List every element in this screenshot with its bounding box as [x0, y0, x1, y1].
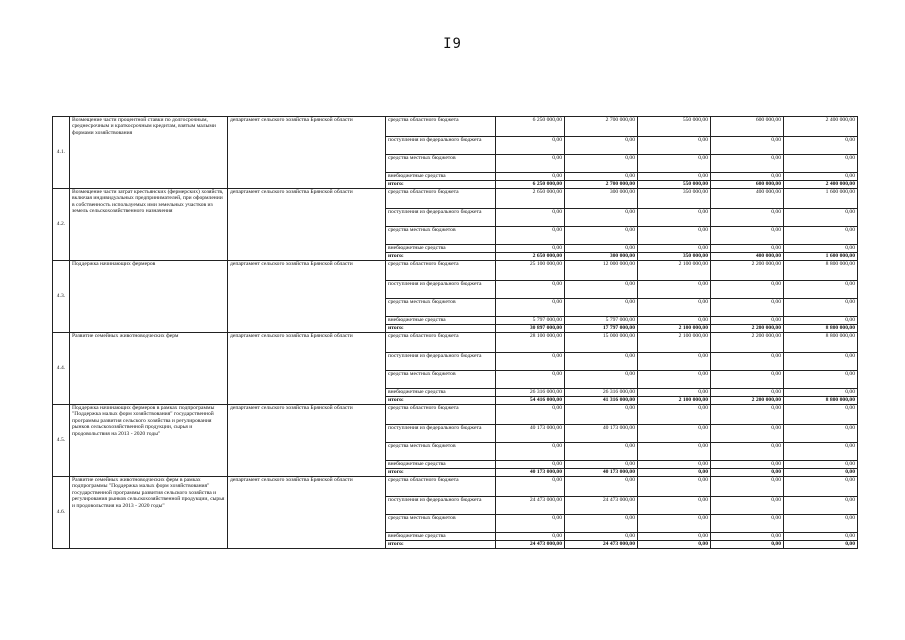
funding-source: средства местных бюджетов [386, 227, 496, 245]
funding-source: средства областного бюджета [386, 477, 496, 497]
amount-cell: 0,00 [565, 281, 638, 299]
amount-cell: 0,00 [784, 497, 858, 515]
amount-cell: 0,00 [784, 353, 858, 371]
funding-source: средства местных бюджетов [386, 515, 496, 533]
measure-name: Развитие семейных животноводческих ферм в рамках подпрограммы "Поддержка малых форм хозяйствования" государственной программы развития сельского хозяйства и регулирования рынков сельскохозяйственной продукции, сырья и продовольствия на 2013 - 2020 годы" [70, 477, 228, 549]
measure-name: Развитие семейных животноводческих ферм [70, 333, 228, 405]
amount-cell: 0,00 [496, 173, 565, 181]
amount-cell: 0,00 [638, 299, 711, 317]
amount-cell: 2 700 000,00 [565, 181, 638, 189]
funding-source: средства местных бюджетов [386, 443, 496, 461]
amount-cell: 0,00 [638, 533, 711, 541]
amount-cell: 2 700 000,00 [565, 117, 638, 137]
amount-cell: 2 200 000,00 [711, 261, 784, 281]
funding-source: внебюджетные средства [386, 461, 496, 469]
amount-cell: 8 800 000,00 [784, 261, 858, 281]
funding-source: средства местных бюджетов [386, 299, 496, 317]
funding-source: внебюджетные средства [386, 245, 496, 253]
executor: департамент сельского хозяйства Брянской области [228, 117, 386, 189]
amount-cell: 0,00 [784, 477, 858, 497]
amount-cell: 0,00 [565, 209, 638, 227]
amount-cell: 400 000,00 [711, 189, 784, 209]
amount-cell: 0,00 [496, 405, 565, 425]
amount-cell: 0,00 [638, 443, 711, 461]
amount-cell: 0,00 [638, 425, 711, 443]
amount-cell: 40 173 000,00 [565, 425, 638, 443]
measure-name: Поддержка начинающих фермеров в рамках подпрограммы "Поддержка малых форм хозяйствования" государственной программы развития сельского хозяйства и регулирования рынков сельскохозяйственной продукции, сырья и продовольствия на 2013 - 2020 годы" [70, 405, 228, 477]
amount-cell: 8 800 000,00 [784, 397, 858, 405]
amount-cell: 0,00 [565, 443, 638, 461]
amount-cell: 0,00 [784, 405, 858, 425]
amount-cell: 0,00 [565, 515, 638, 533]
amount-cell: 24 473 000,00 [565, 541, 638, 549]
amount-cell: 0,00 [711, 281, 784, 299]
amount-cell: 0,00 [711, 389, 784, 397]
amount-cell: 17 797 000,00 [565, 325, 638, 333]
amount-cell: 0,00 [565, 533, 638, 541]
amount-cell: 0,00 [711, 541, 784, 549]
amount-cell: 2 100 000,00 [638, 325, 711, 333]
amount-cell: 0,00 [565, 371, 638, 389]
amount-cell: 0,00 [711, 515, 784, 533]
amount-cell: 0,00 [565, 299, 638, 317]
funding-source: поступления из федерального бюджета [386, 137, 496, 155]
amount-cell: 5 797 000,00 [565, 317, 638, 325]
amount-cell: 0,00 [784, 533, 858, 541]
table-row [53, 405, 858, 425]
funding-source: итого: [386, 325, 496, 333]
amount-cell: 0,00 [711, 209, 784, 227]
page-number: I9 [443, 36, 462, 52]
amount-cell: 0,00 [711, 461, 784, 469]
amount-cell: 41 316 000,00 [565, 397, 638, 405]
funding-source: внебюджетные средства [386, 173, 496, 181]
amount-cell: 0,00 [565, 245, 638, 253]
amount-cell: 40 173 000,00 [565, 469, 638, 477]
amount-cell: 0,00 [638, 497, 711, 515]
amount-cell: 2 200 000,00 [711, 397, 784, 405]
amount-cell: 30 897 000,00 [496, 325, 565, 333]
measure-name: Поддержка начинающих фермеров [70, 261, 228, 333]
amount-cell: 0,00 [784, 371, 858, 389]
funding-source: средства областного бюджета [386, 333, 496, 353]
table-row [53, 189, 858, 209]
executor: департамент сельского хозяйства Брянской области [228, 261, 386, 333]
funding-source: средства областного бюджета [386, 261, 496, 281]
amount-cell: 6 250 000,00 [496, 181, 565, 189]
amount-cell: 600 000,00 [711, 117, 784, 137]
amount-cell: 0,00 [711, 173, 784, 181]
section-number: 4.2. [53, 189, 70, 261]
amount-cell: 0,00 [711, 299, 784, 317]
amount-cell: 0,00 [496, 155, 565, 173]
amount-cell: 2 100 000,00 [638, 333, 711, 353]
amount-cell: 0,00 [784, 137, 858, 155]
executor: департамент сельского хозяйства Брянской области [228, 477, 386, 549]
section-number: 4.6. [53, 477, 70, 549]
amount-cell: 0,00 [711, 425, 784, 443]
amount-cell: 0,00 [711, 497, 784, 515]
funding-source: внебюджетные средства [386, 389, 496, 397]
amount-cell: 0,00 [784, 227, 858, 245]
amount-cell: 0,00 [784, 541, 858, 549]
amount-cell: 0,00 [565, 353, 638, 371]
amount-cell: 26 316 000,00 [496, 389, 565, 397]
amount-cell: 550 000,00 [638, 117, 711, 137]
amount-cell: 0,00 [496, 461, 565, 469]
amount-cell: 0,00 [784, 469, 858, 477]
measure-name: Возмещение части процентной ставки по долгосрочным, среднесрочным и краткосрочным кредитам, взятым малыми формами хозяйствования [70, 117, 228, 189]
amount-cell: 0,00 [496, 353, 565, 371]
amount-cell: 24 473 000,00 [496, 541, 565, 549]
amount-cell: 0,00 [711, 405, 784, 425]
amount-cell: 0,00 [638, 209, 711, 227]
funding-source: итого: [386, 397, 496, 405]
table-row [53, 477, 858, 497]
amount-cell: 2 200 000,00 [711, 333, 784, 353]
amount-cell: 0,00 [711, 155, 784, 173]
amount-cell: 0,00 [638, 405, 711, 425]
measure-name: Возмещение части затрат крестьянских (фермерских) хозяйств, включая индивидуальных предпринимателей, при оформлении в собственность используемых ими земельных участков из земель сельскохозяйственного назначения [70, 189, 228, 261]
amount-cell: 0,00 [565, 477, 638, 497]
amount-cell: 0,00 [711, 353, 784, 371]
amount-cell: 0,00 [496, 281, 565, 299]
amount-cell: 0,00 [565, 461, 638, 469]
budget-table [52, 116, 858, 549]
amount-cell: 300 000,00 [565, 189, 638, 209]
amount-cell: 0,00 [638, 317, 711, 325]
amount-cell: 0,00 [784, 515, 858, 533]
amount-cell: 0,00 [711, 245, 784, 253]
amount-cell: 0,00 [496, 137, 565, 155]
amount-cell: 12 000 000,00 [565, 261, 638, 281]
amount-cell: 0,00 [496, 477, 565, 497]
amount-cell: 0,00 [496, 227, 565, 245]
amount-cell: 2 400 000,00 [784, 117, 858, 137]
amount-cell: 0,00 [638, 353, 711, 371]
amount-cell: 0,00 [784, 245, 858, 253]
amount-cell: 0,00 [711, 533, 784, 541]
amount-cell: 0,00 [711, 137, 784, 155]
amount-cell: 54 416 000,00 [496, 397, 565, 405]
funding-source: поступления из федерального бюджета [386, 209, 496, 227]
amount-cell: 0,00 [711, 477, 784, 497]
section-number: 4.4. [53, 333, 70, 405]
amount-cell: 0,00 [496, 209, 565, 227]
amount-cell: 0,00 [784, 299, 858, 317]
funding-source: поступления из федерального бюджета [386, 497, 496, 515]
section-number: 4.1. [53, 117, 70, 189]
amount-cell: 0,00 [496, 371, 565, 389]
amount-cell: 0,00 [496, 299, 565, 317]
amount-cell: 0,00 [784, 317, 858, 325]
funding-source: итого: [386, 469, 496, 477]
table-body [53, 117, 858, 549]
amount-cell: 2 400 000,00 [784, 181, 858, 189]
table-row [53, 261, 858, 281]
amount-cell: 0,00 [711, 443, 784, 461]
amount-cell: 0,00 [638, 173, 711, 181]
amount-cell: 0,00 [784, 173, 858, 181]
amount-cell: 0,00 [711, 317, 784, 325]
amount-cell: 24 473 000,00 [496, 497, 565, 515]
amount-cell: 0,00 [784, 389, 858, 397]
funding-source: поступления из федерального бюджета [386, 281, 496, 299]
amount-cell: 8 800 000,00 [784, 325, 858, 333]
amount-cell: 0,00 [711, 227, 784, 245]
amount-cell: 0,00 [565, 137, 638, 155]
amount-cell: 0,00 [638, 515, 711, 533]
amount-cell: 0,00 [565, 405, 638, 425]
funding-source: средства местных бюджетов [386, 155, 496, 173]
amount-cell: 400 000,00 [711, 253, 784, 261]
amount-cell: 0,00 [784, 209, 858, 227]
funding-source: поступления из федерального бюджета [386, 425, 496, 443]
amount-cell: 0,00 [638, 137, 711, 155]
amount-cell: 0,00 [565, 155, 638, 173]
funding-source: внебюджетные средства [386, 317, 496, 325]
amount-cell: 0,00 [711, 469, 784, 477]
amount-cell: 300 000,00 [565, 253, 638, 261]
amount-cell: 0,00 [565, 173, 638, 181]
funding-source: итого: [386, 181, 496, 189]
amount-cell: 0,00 [496, 533, 565, 541]
amount-cell: 0,00 [565, 227, 638, 245]
amount-cell: 0,00 [638, 371, 711, 389]
table-row [53, 117, 858, 137]
amount-cell: 350 000,00 [638, 253, 711, 261]
amount-cell: 5 797 000,00 [496, 317, 565, 325]
amount-cell: 550 000,00 [638, 181, 711, 189]
amount-cell: 0,00 [784, 281, 858, 299]
amount-cell: 0,00 [496, 443, 565, 461]
executor: департамент сельского хозяйства Брянской области [228, 405, 386, 477]
amount-cell: 0,00 [638, 389, 711, 397]
table-row [53, 333, 858, 353]
amount-cell: 40 173 000,00 [496, 425, 565, 443]
funding-source: средства областного бюджета [386, 189, 496, 209]
amount-cell: 0,00 [496, 245, 565, 253]
amount-cell: 2 200 000,00 [711, 325, 784, 333]
amount-cell: 0,00 [638, 477, 711, 497]
amount-cell: 0,00 [638, 461, 711, 469]
amount-cell: 2 650 000,00 [496, 253, 565, 261]
amount-cell: 0,00 [638, 469, 711, 477]
amount-cell: 0,00 [784, 155, 858, 173]
amount-cell: 2 100 000,00 [638, 397, 711, 405]
executor: департамент сельского хозяйства Брянской области [228, 189, 386, 261]
funding-source: средства местных бюджетов [386, 371, 496, 389]
section-number: 4.5. [53, 405, 70, 477]
amount-cell: 350 000,00 [638, 189, 711, 209]
funding-source: итого: [386, 541, 496, 549]
funding-source: средства областного бюджета [386, 117, 496, 137]
amount-cell: 0,00 [638, 245, 711, 253]
amount-cell: 26 316 000,00 [565, 389, 638, 397]
amount-cell: 24 473 000,00 [565, 497, 638, 515]
section-number: 4.3. [53, 261, 70, 333]
amount-cell: 1 600 000,00 [784, 189, 858, 209]
amount-cell: 1 600 000,00 [784, 253, 858, 261]
executor: департамент сельского хозяйства Брянской области [228, 333, 386, 405]
amount-cell: 8 800 000,00 [784, 333, 858, 353]
amount-cell: 0,00 [784, 425, 858, 443]
amount-cell: 0,00 [784, 461, 858, 469]
amount-cell: 600 000,00 [711, 181, 784, 189]
amount-cell: 0,00 [638, 227, 711, 245]
amount-cell: 25 100 000,00 [496, 261, 565, 281]
funding-source: средства областного бюджета [386, 405, 496, 425]
funding-source: поступления из федерального бюджета [386, 353, 496, 371]
amount-cell: 0,00 [496, 515, 565, 533]
funding-source: внебюджетные средства [386, 533, 496, 541]
amount-cell: 28 100 000,00 [496, 333, 565, 353]
amount-cell: 40 173 000,00 [496, 469, 565, 477]
amount-cell: 2 650 000,00 [496, 189, 565, 209]
amount-cell: 2 100 000,00 [638, 261, 711, 281]
amount-cell: 15 000 000,00 [565, 333, 638, 353]
amount-cell: 6 250 000,00 [496, 117, 565, 137]
amount-cell: 0,00 [638, 281, 711, 299]
amount-cell: 0,00 [711, 371, 784, 389]
amount-cell: 0,00 [638, 541, 711, 549]
amount-cell: 0,00 [784, 443, 858, 461]
amount-cell: 0,00 [638, 155, 711, 173]
funding-source: итого: [386, 253, 496, 261]
